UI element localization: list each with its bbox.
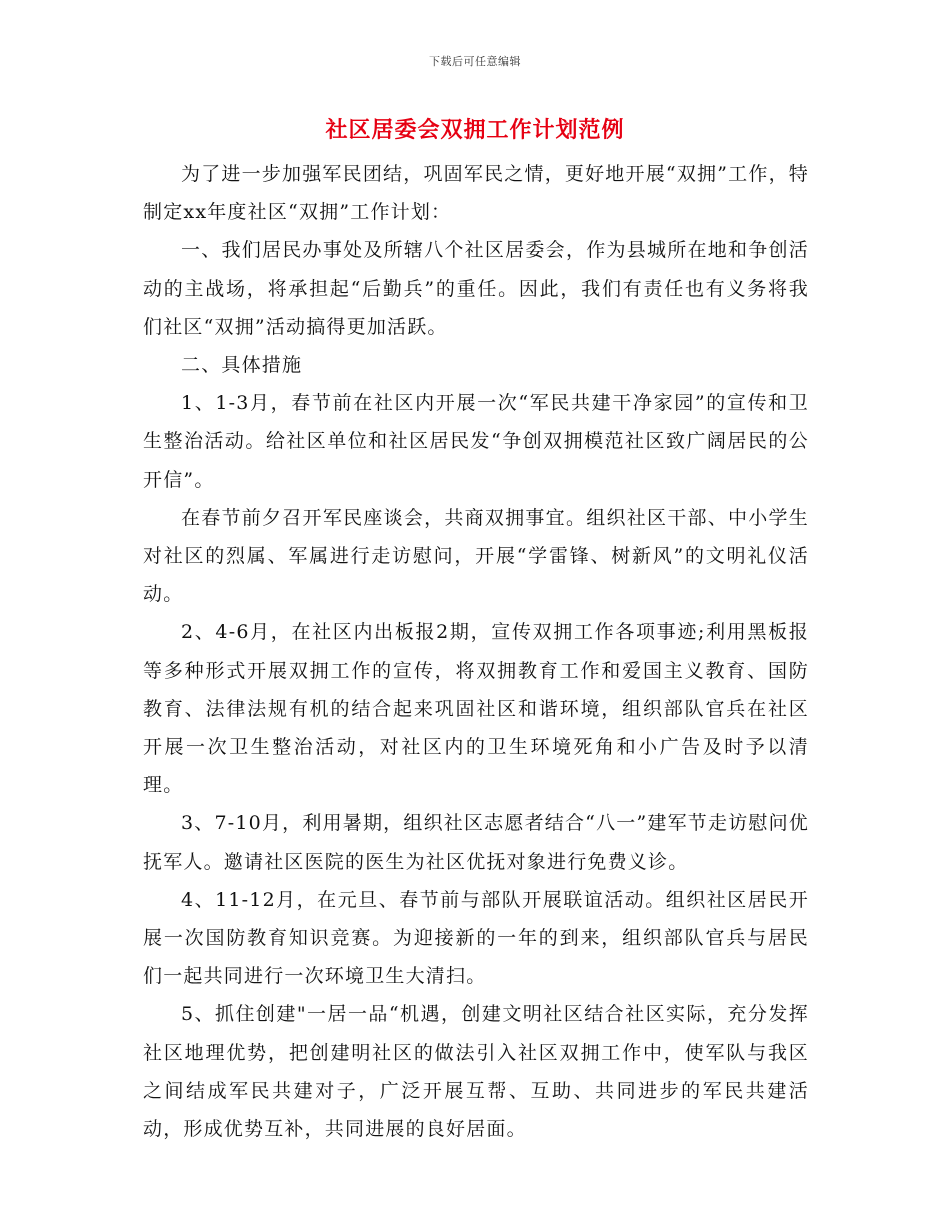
paragraph-measure-1-continued: 在春节前夕召开军民座谈会，共商双拥事宜。组织社区干部、中小学生对社区的烈属、军属进行走访慰问，开展“学雷锋、树新风”的文明礼仪活动。	[143, 506, 809, 606]
document-title: 社区居委会双拥工作计划范例	[325, 117, 625, 143]
paragraph-measure-4: 4、11-12月，在元旦、春节前与部队开展联谊活动。组织社区居民开展一次国防教育知识竞赛。为迎接新的一年的到来，组织部队官兵与居民们一起共同进行一次环境卫生大清扫。	[143, 888, 809, 988]
paragraph-measure-2: 2、4-6月，在社区内出板报2期，宣传双拥工作各项事迹;利用黑板报等多种形式开展双拥工作的宣传，将双拥教育工作和爱国主义教育、国防教育、法律法规有机的结合起来巩固社区和谐环境，组织部队官兵在社区开展一次卫生整治活动，对社区内的卫生环境死角和小广告及时予以清理。	[143, 621, 809, 797]
document-body	[143, 155, 809, 1148]
paragraph-measure-3: 3、7-10月，利用暑期，组织社区志愿者结合“八一”建军节走访慰问优抚军人。邀请社区医院的医生为社区优抚对象进行免费义诊。	[143, 812, 810, 873]
paragraph-section-2-heading: 二、具体措施	[181, 354, 303, 377]
paragraph-intro: 为了进一步加强军民团结，巩固军民之情，更好地开展“双拥”工作，特制定xx年度社区“双拥”工作计划：	[143, 163, 809, 224]
paragraph-measure-1: 1、1-3月，春节前在社区内开展一次“军民共建干净家园”的宣传和卫生整治活动。给社区单位和社区居民发“争创双拥模范社区致广阔居民的公开信”。	[143, 392, 809, 491]
paragraph-section-1: 一、我们居民办事处及所辖八个社区居委会，作为县城所在地和争创活动的主战场，将承担起“后勤兵”的重任。因此，我们有责任也有义务将我们社区“双拥”活动搞得更加活跃。	[143, 239, 809, 338]
paragraph-measure-5: 5、抓住创建"一居一品“机遇，创建文明社区结合社区实际，充分发挥社区地理优势，把创建明社区的做法引入社区双拥工作中，使军队与我区之间结成军民共建对子，广泛开展互帮、互助、共同进步的军民共建活动，形成优势互补，共同进展的良好居面。	[143, 1003, 809, 1141]
header-note: 下载后可任意编辑	[429, 55, 521, 68]
